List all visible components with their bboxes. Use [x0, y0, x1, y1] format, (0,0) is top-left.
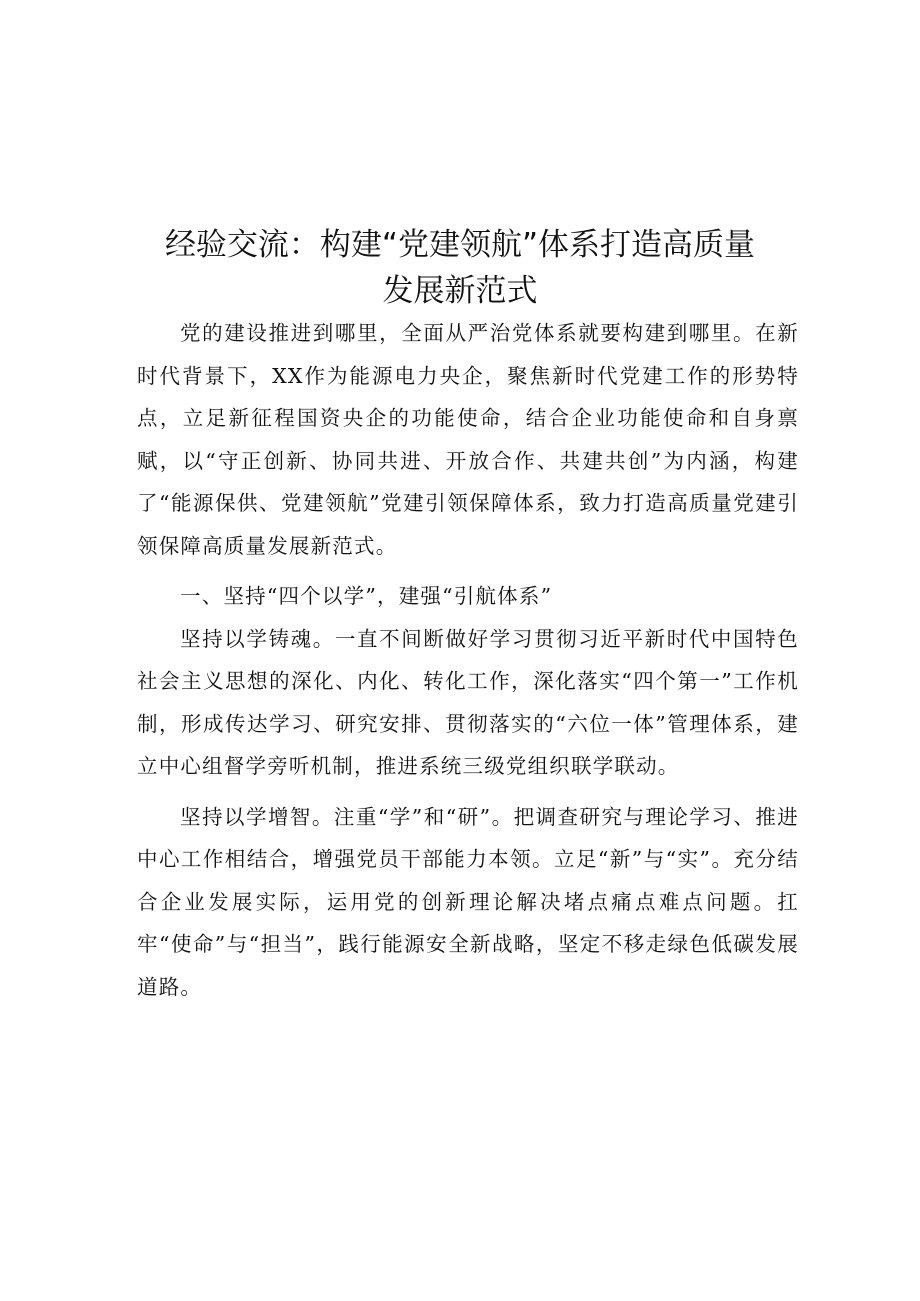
intro-paragraph: 党的建设推进到哪里，全面从严治党体系就要构建到哪里。在新时代背景下，XX作为能源电力央企，聚焦新时代党建工作的形势特点，立足新征程国资央企的功能使命，结合企业功能使命和自身禀赋，以“守正创新、协同共进、开放合作、共建共创”为内涵，构建了“能源保供、党建领航”党建引领保障体系，致力打造高质量党建引领保障高质量发展新范式。 [137, 321, 799, 558]
title-line-2: 发展新范式 [382, 273, 538, 309]
document-title [0, 222, 920, 314]
body-paragraph-1: 坚持以学铸魂。一直不间断做好学习贯彻习近平新时代中国特色社会主义思想的深化、内化、转化工作，深化落实“四个第一”工作机制，形成传达学习、研究安排、贯彻落实的“六位一体”管理体系，建立中心组督学旁听机制，推进系统三级党组织联学联动。 [137, 626, 799, 778]
section-heading: 一、坚持“四个以学”，建强“引航体系” [180, 584, 553, 608]
body-paragraph-2: 坚持以学增智。注重“学”和“研”。把调查研究与理论学习、推进中心工作相结合，增强党员干部能力本领。立足“新”与“实”。充分结合企业发展实际，运用党的创新理论解决堵点痛点难点问题。扛牢“使命”与“担当”，践行能源安全新战略，坚定不移走绿色低碳发展道路。 [137, 804, 799, 999]
document-body [137, 312, 799, 1008]
title-line-1: 经验交流：构建“党建领航”体系打造高质量 [164, 227, 756, 263]
